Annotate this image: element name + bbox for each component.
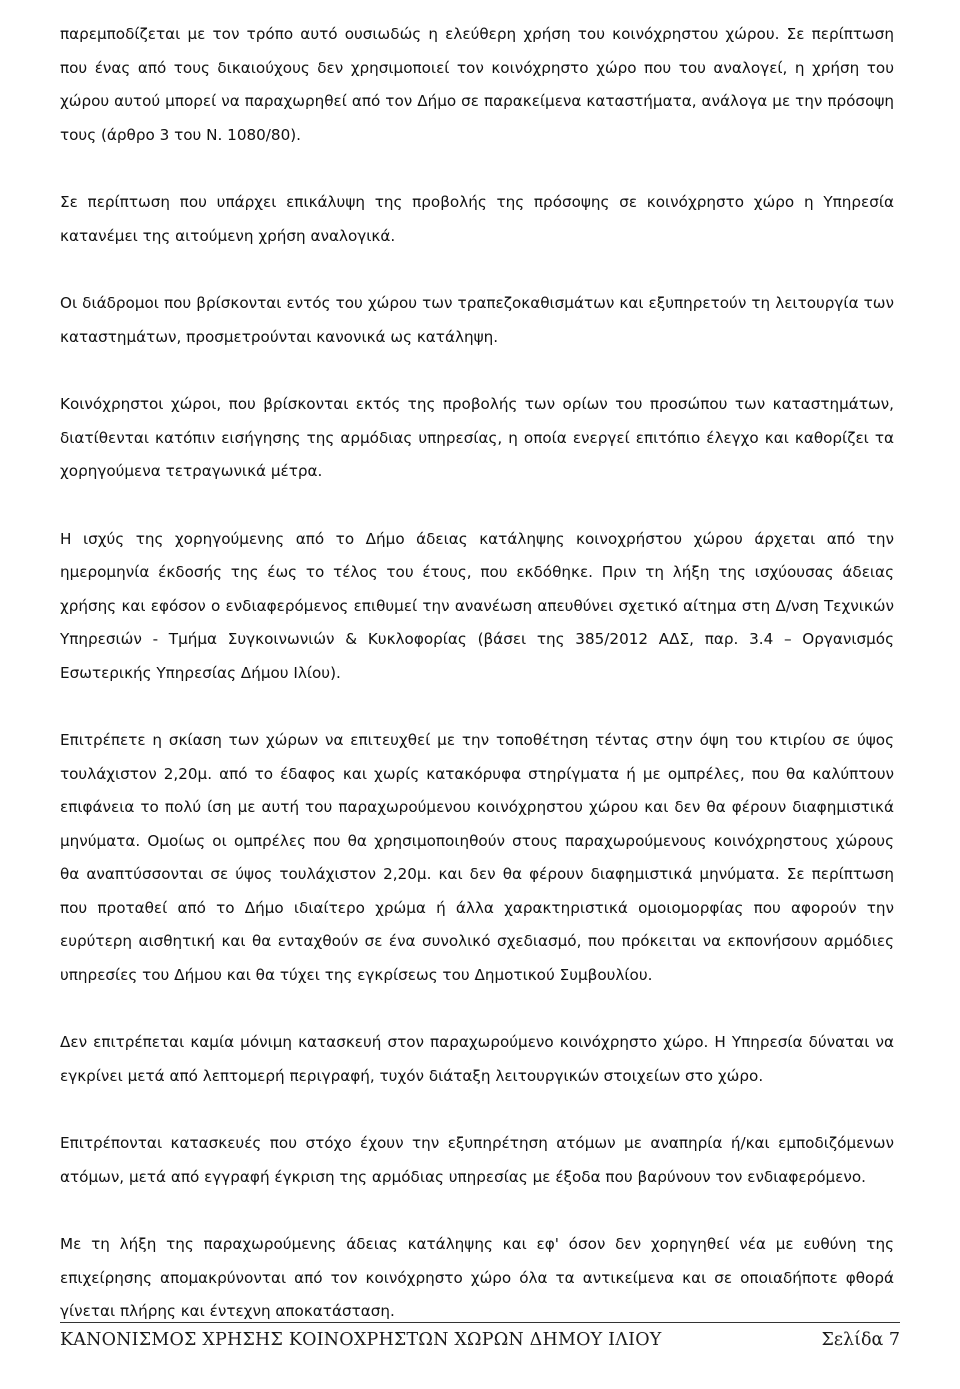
document-body [60,18,894,1329]
paragraph: Επιτρέπονται κατασκευές που στόχο έχουν την εξυπηρέτηση ατόμων με αναπηρία ή/και εμποδιζόμενων ατόμων, μετά από εγγραφή έγκριση της αρμόδιας υπηρεσίας με έξοδα που βαρύνουν τον ενδιαφερόμενο. [60,1134,894,1186]
page-number: Σελίδα 7 [821,1330,900,1350]
paragraph: Κοινόχρηστοι χώροι, που βρίσκονται εκτός της προβολής των ορίων του προσώπου των καταστημάτων, διατίθενται κατόπιν εισήγησης της αρμόδιας υπηρεσίας, η οποία ενεργεί επιτόπιο έλεγχο και καθορίζει τα χορηγούμενα τετραγωνικά μέτρα. [60,395,894,480]
page-footer [60,1322,900,1367]
paragraph: Σε περίπτωση που υπάρχει επικάλυψη της προβολής της πρόσοψης σε κοινόχρηστο χώρο η Υπηρεσία κατανέμει της αιτούμενη χρήση αναλογικά. [60,193,894,245]
paragraph: Επιτρέπετε η σκίαση των χώρων να επιτευχθεί με την τοποθέτηση τέντας στην όψη του κτιρίου σε ύψος τουλάχιστον 2,20μ. από το έδαφος και χωρίς κατακόρυφα στηρίγματα ή με ομπρέλες, που θα καλύπτουν επιφάνεια το πολύ ίση με αυτή του παραχωρούμενου κοινόχρηστου χώρου και δεν θα φέρουν διαφημιστικά μηνύματα. Ομοίως οι ομπρέλες που θα χρησιμοποιηθούν στους παραχωρούμενους κοινόχρηστους χώρους θα αναπτύσσονται σε ύψος τουλάχιστον 2,20μ. και δεν θα φέρουν διαφημιστικά μηνύματα. Σε περίπτωση που προταθεί από το Δήμο ιδιαίτερο χρώμα ή άλλα χαρακτηριστικά ομοιομορφίας που αφορούν την ευρύτερη αισθητική και θα ενταχθούν σε ένα συνολικό σχεδιασμό, που πρόκειται να εκπονήσουν αρμόδιες υπηρεσίες του Δήμου και θα τύχει της εγκρίσεως του Δημοτικού Συμβουλίου. [60,731,894,984]
paragraph: παρεμποδίζεται με τον τρόπο αυτό ουσιωδώς η ελεύθερη χρήση του κοινόχρηστου χώρου. Σε περίπτωση που ένας από τους δικαιούχους δεν χρησιμοποιεί τον κοινόχρηστο χώρο που του αναλογεί, η χρήση του χώρου αυτού μπορεί να παραχωρηθεί από τον Δήμο σε παρακείμενα καταστήματα, ανάλογα με την πρόσοψη τους (άρθρο 3 του Ν. 1080/80). [60,25,894,144]
paragraph: Δεν επιτρέπεται καμία μόνιμη κατασκευή στον παραχωρούμενο κοινόχρηστο χώρο. Η Υπηρεσία δύναται να εγκρίνει μετά από λεπτομερή περιγραφή, τυχόν διάταξη λειτουργικών στοιχείων στο χώρο. [60,1033,894,1085]
footer-title: ΚΑΝΟΝΙΣΜΟΣ ΧΡΗΣΗΣ ΚΟΙΝΟΧΡΗΣΤΩΝ ΧΩΡΩΝ ΔΗΜΟΥ ΙΛΙΟΥ [60,1330,662,1350]
paragraph: Οι διάδρομοι που βρίσκονται εντός του χώρου των τραπεζοκαθισμάτων και εξυπηρετούν τη λειτουργία των καταστημάτων, προσμετρούνται κανονικά ως κατάληψη. [60,294,894,346]
paragraph: Η ισχύς της χορηγούμενης από το Δήμο άδειας κατάληψης κοινοχρήστου χώρου άρχεται από την ημερομηνία έκδοσής της έως το τέλος του έτους, που εκδόθηκε. Πριν τη λήξη της ισχύουσας άδειας χρήσης και εφόσον ο ενδιαφερόμενος επιθυμεί την ανανέωση απευθύνει σχετικό αίτημα στη Δ/νση Τεχνικών Υπηρεσιών - Τμήμα Συγκοινωνιών & Κυκλοφορίας (βάσει της 385/2012 ΑΔΣ, παρ. 3.4 – Οργανισμός Εσωτερικής Υπηρεσίας Δήμου Ιλίου). [60,529,894,682]
paragraph: Με τη λήξη της παραχωρούμενης άδειας κατάληψης και εφ' όσον δεν χορηγηθεί νέα με ευθύνη της επιχείρησης απομακρύνονται από τον κοινόχρηστο χώρο όλα τα αντικείμενα και σε οποιαδήποτε φθορά γίνεται πλήρης και έντεχνη αποκατάσταση. [60,1235,894,1320]
